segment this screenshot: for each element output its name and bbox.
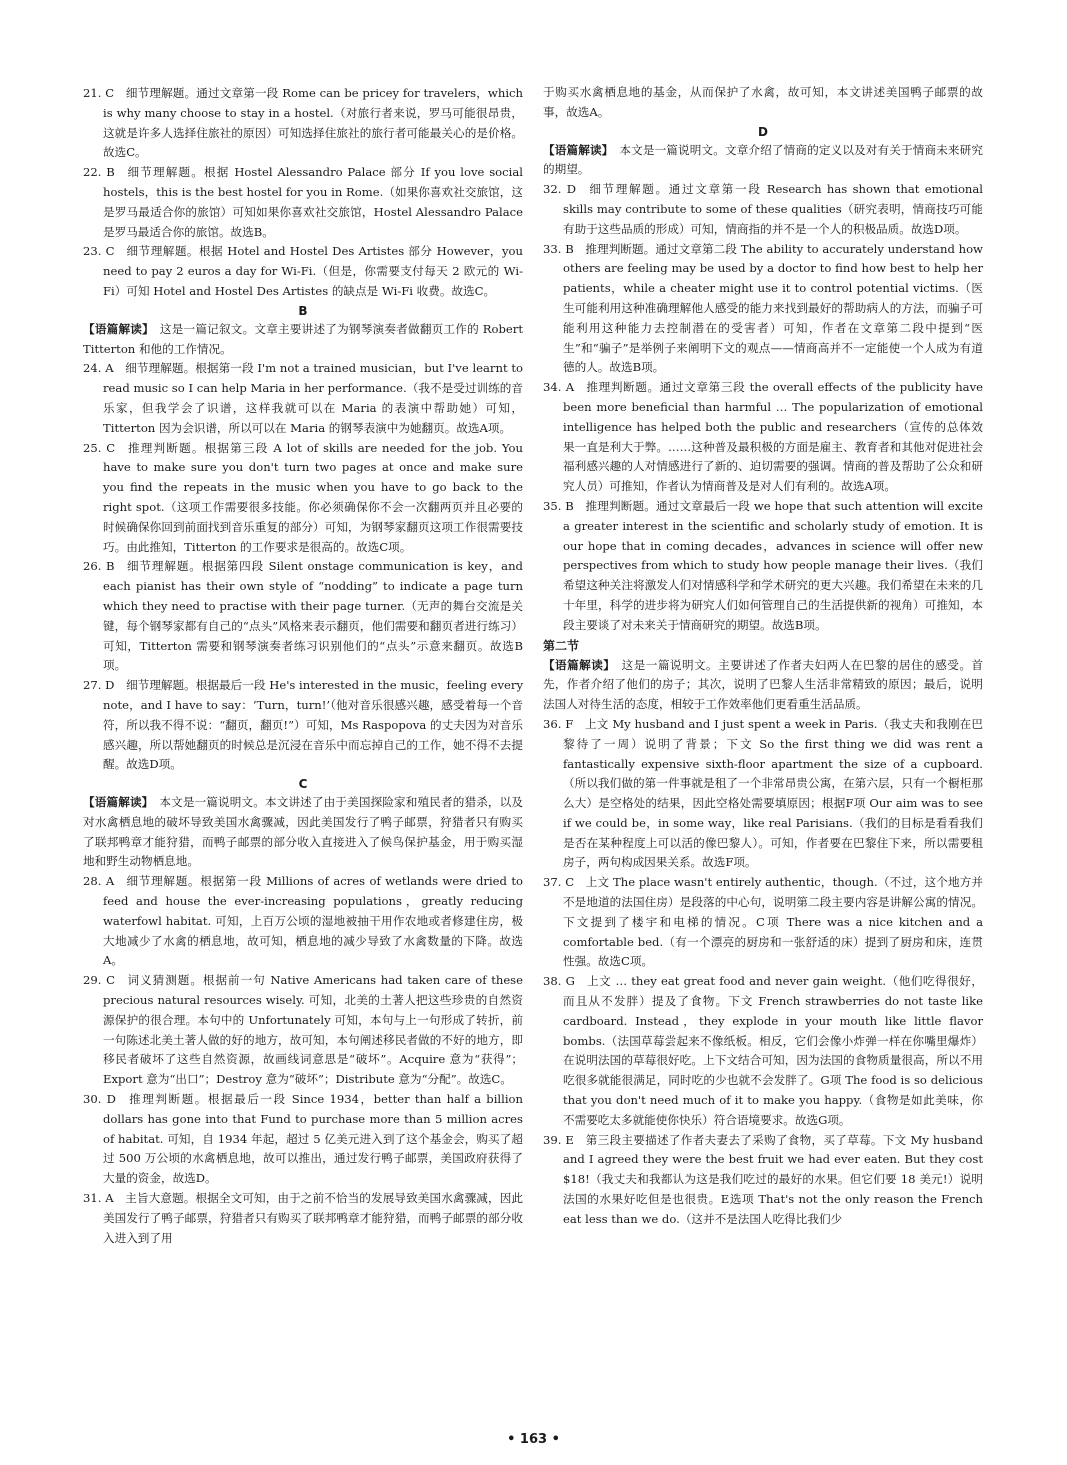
answer-explanation: 细节理解题。根据第一段 Millions of acres of wetlands were dried to feed and house the ever-increasing populations，greatly reducing waterfowl habitat. 可知，上百万公顷的湿地被抽干用作农地或者修建住房，极大地减少了水禽的栖息地，故可知，栖息地的减少导致了水禽数量的下降。故选A。 <box>103 874 523 968</box>
analysis-tag: 【语篇解读】 <box>543 657 616 672</box>
answer-item <box>83 242 523 301</box>
passage-analysis <box>543 656 983 715</box>
continued-text: 于购买水禽栖息地的基金，从而保护了水禽，故可知，本文讲述美国鸭子邮票的故事，故选A。 <box>543 85 983 119</box>
answer-item <box>543 378 983 497</box>
answer-number: 28. A <box>83 874 115 889</box>
answer-number: 29. C <box>83 973 115 988</box>
answer-number: 22. B <box>83 165 115 180</box>
answer-explanation: 细节理解题。根据最后一段 He's interested in the music，feeling every note，and I have to say：‘Turn，turn!’（他对音乐很感兴趣，感受着每一个音符，所以我不得不说：“翻页，翻页!”）可知，Ms Raspopova 的丈夫因为对音乐感兴趣，所以帮她翻页的时候总是沉浸在音乐中而忘掉自己的工作，她不得不去提醒。故选D项。 <box>103 678 523 772</box>
analysis-tag: 【语篇解读】 <box>83 795 154 810</box>
answer-explanation: 推理判断题。通过文章第二段 The ability to accurately understand how others are feeling may be used by a doctor to find how best to help her patients，while a cheater might use it to control potential victims.（医生可能利用这种准确理解他人感受的能力来找到最好的帮助病人的方法，而骗子可能利用这种能力去控制潜在的受害者）可知，作者在文章第二段中提到“医生”和“骗子”是举例子来阐明下文的观点——情商高并不一定能使一个人成为有道德的人。故选B项。 <box>563 241 983 375</box>
section-heading: 第二节 <box>543 638 580 653</box>
answer-explanation: 第三段主要描述了作者夫妻去了采购了食物，买了草莓。下文 My husband and I agreed they were the best fruit we had ever eaten. But they cost $18!（我丈夫和我都认为这是我们吃过的最好的水果。但它们要 18 美元!）说明法国的水果好吃但是也很贵。E选项 That's not the only reason the French eat less than we do.（这并不是法国人吃得比我们少 <box>563 1132 983 1226</box>
answer-number: 33. B <box>543 241 574 256</box>
answer-number: 25. C <box>83 440 116 455</box>
passage-analysis <box>83 320 523 360</box>
answer-item <box>543 873 983 972</box>
answer-number: 24. A <box>83 361 114 376</box>
answer-number: 37. C <box>543 875 575 890</box>
answer-item <box>83 359 523 438</box>
passage-analysis <box>543 141 983 181</box>
answer-number: 31. A <box>83 1191 114 1206</box>
passage-heading: B <box>298 303 308 318</box>
answer-explanation: 词义猜测题。根据前一句 Native Americans had taken care of these precious natural resources wisely. 可知，北美的土著人把这些珍贵的自然资源保护的很合理。本句中的 Unfortunately 可知，本句与上一句形成了转折，前一句陈述北美土著人做的好的地方，故可知，本句阐述移民者做的不好的地方，即移民者破坏了这些自然资源，故画线词意思是“破坏”。Acquire 意为“获得”；Export 意为“出口”；Destroy 意为“破坏”；Distribute 意为“分配”。故选C。 <box>103 973 523 1087</box>
page-number: • 163 • <box>507 1432 560 1447</box>
answer-item <box>543 1131 983 1230</box>
answer-number: 38. G <box>543 974 575 989</box>
answer-explanation: 主旨大意题。根据全文可知，由于之前不恰当的发展导致美国水禽骤减，因此美国发行了鸭子邮票，狩猎者只有购买了联邦鸭章才能狩猎，而鸭子邮票的部分收入进入到了用 <box>103 1191 523 1245</box>
answer-explanation: 推理判断题。通过文章第三段 the overall effects of the publicity have been more beneficial than harmful … The popularization of emotional intelligence has helped both the public and researchers（宣传的总体效果一直是利大于弊。……这种普及最积极的方面是雇主、教育者和其他对促进社会福利感兴趣的人对情感进行了新的、迫切需要的强调。情商的普及帮助了公众和研究人员）可推知，作者认为情商普及是对人们有利的。故选A项。 <box>563 380 984 494</box>
answer-number: 36. F <box>543 716 574 731</box>
answer-item <box>543 715 983 873</box>
answer-item <box>83 557 523 676</box>
answer-item <box>543 972 983 1130</box>
answer-explanation: 细节理解题。根据第四段 Silent onstage communication is key，and each pianist has their own style of “nodding” to indicate a page turn which they need to practise with their page turner.（无声的舞台交流是关键，每个钢琴家都有自己的“点头”风格来表示翻页，他们需要和翻页者进行练习）可知，Titterton 需要和钢琴演奏者练习识别他们的“点头”示意来翻页。故选B项。 <box>103 559 523 673</box>
answer-number: 27. D <box>83 678 115 693</box>
answer-item <box>543 240 983 379</box>
passage-analysis <box>83 793 523 872</box>
answer-item <box>83 84 523 163</box>
answer-explanation: 细节理解题。根据 Hostel Alessandro Palace 部分 If you love social hostels，this is the best hostel for you in Rome.（如果你喜欢社交旅馆，这是罗马最适合你的旅馆）可知如果你喜欢社交旅馆，Hostel Alessandro Palace 是罗马最适合你的旅馆。故选B。 <box>103 165 523 239</box>
answer-number: 35. B <box>543 498 574 513</box>
answer-number: 21. C <box>83 86 115 100</box>
answer-item <box>83 676 523 775</box>
left-column <box>83 84 523 1248</box>
answer-explanation: 推理判断题。根据最后一段 Since 1934，better than half a billion dollars has gone into that Fund to purchase more than 5 million acres of habitat. 可知，自 1934 年起，超过 5 亿美元进入到了这个基金会，购买了超过 500 万公顷的水禽栖息地，故可以推出，通过发行鸭子邮票，美国政府获得了大量的资金，故选D。 <box>103 1092 523 1186</box>
answer-number: 39. E <box>543 1132 574 1147</box>
analysis-text: 本文是一篇说明文。本文讲述了由于美国探险家和殖民者的猎杀，以及对水禽栖息地的破坏导致美国水禽骤减，因此美国发行了鸭子邮票，狩猎者只有购买了联邦鸭章才能狩猎，而鸭子邮票的部分收入直接进入了候鸟保护基金，用于购买湿地和野生动物栖息地。 <box>83 795 523 869</box>
answer-item <box>83 1189 523 1248</box>
answer-explanation: 推理判断题。通过文章最后一段 we hope that such attention will excite a greater interest in the scientific and scholarly study of emotion. It is our hope that in coming decades，advances in science will offer new perspectives from which to study how people manage their lives.（我们希望这种关注将激发人们对情感科学和学术研究的更大兴趣。我们希望在未来的几十年里，科学的进步将为研究人们如何管理自己的生活提供新的视角）可推知，本段主要谈了对未来关于情商研究的期望。故选B项。 <box>563 498 983 632</box>
answer-explanation: 推理判断题。根据第三段 A lot of skills are needed for the job. You have to make sure you don't turn two pages at once and make sure you find the repeats in the music when you have to go back to the right spot.（这项工作需要很多技能。你必须确保你不会一次翻两页并且必要的时候确保你回到前面找到音乐重复的部分）可知，为钢琴家翻页这项工作很需要技巧。由此推知，Titterton 的工作要求是很高的。故选C项。 <box>103 440 523 554</box>
analysis-tag: 【语篇解读】 <box>543 142 614 157</box>
answer-explanation: 细节理解题。根据 Hotel and Hostel Des Artistes 部分 However，you need to pay 2 euros a day for Wi-Fi.（但是，你需要支付每天 2 欧元的 Wi-Fi）可知 Hotel and Hostel Des Artistes 的缺点是 Wi-Fi 收费。故选C。 <box>103 244 523 298</box>
answer-number: 23. C <box>83 244 115 259</box>
analysis-text: 本文是一篇说明文。文章介绍了情商的定义以及对有关于情商未来研究的期望。 <box>543 142 983 177</box>
answer-item <box>543 497 983 636</box>
answer-item <box>83 971 523 1090</box>
answer-item <box>83 163 523 242</box>
right-column <box>543 83 983 1230</box>
answer-item <box>543 180 983 239</box>
answer-explanation: 细节理解题。根据第一段 I'm not a trained musician，but I've learnt to read music so I can help Maria in her performance.（我不是受过训练的音乐家，但我学会了识谱，这样我就可以在 Maria 的表演中帮助她）可知，Titterton 因为会识谱，所以可以在 Maria 的钢琴表演中为她翻页。故选A项。 <box>103 361 524 435</box>
answer-explanation: 上文 The place wasn't entirely authentic，though.（不过，这个地方并不是地道的法国住房）是段落的中心句，说明第二段主要内容是讲解公寓的情况。下文提到了楼宇和电梯的情况。C项 There was a nice kitchen and a comfortable bed.（有一个漂亮的厨房和一张舒适的床）提到了厨房和床，连贯性强。故选C项。 <box>563 875 983 969</box>
answer-explanation: 细节理解题。通过文章第一段 Rome can be pricey for travelers，which is why many choose to stay in a hostel.（对旅行者来说，罗马可能很昂贵，这就是许多人选择住旅社的原因）可知选择住旅社的旅行者可能最关心的是价格。故选C。 <box>103 86 523 160</box>
analysis-tag: 【语篇解读】 <box>83 321 154 336</box>
answer-item <box>83 872 523 971</box>
answer-number: 30. D <box>83 1092 116 1107</box>
passage-heading: C <box>298 777 308 792</box>
answer-explanation: 上文 My husband and I just spent a week in Paris.（我丈夫和我刚在巴黎待了一周）说明了背景；下文 So the first thing we did was rent a fantastically expensive sixth-floor apartment the size of a cupboard.（所以我们做的第一件事就是租了一个非常昂贵公寓，在第六层，只有一个橱柜那么大）是空格处的结果，因此空格处需要填原因；根据F项 Our aim was to see if we could be，in some way，like real Parisians.（我们的目标是看看我们是否在某种程度上可以活的像巴黎人）。可知，作者要在巴黎住下来，所以需要租房子，两句构成因果关系。故选F项。 <box>563 716 984 870</box>
answer-explanation: 细节理解题。通过文章第一段 Research has shown that emotional skills may contribute to some of these qualities（研究表明，情商技巧可能有助于这些品质的形成）可知，情商指的并不是一个人的积极品质。故选D项。 <box>563 182 984 236</box>
answer-number: 26. B <box>83 559 115 574</box>
answer-explanation: 上文 … they eat great food and never gain weight.（他们吃得很好，而且从不发胖）提及了食物。下文 French strawberries do not taste like cardboard. Instead，they explode in your mouth like little flavor bombs.（法国草莓尝起来不像纸板。相反，它们会像小炸弹一样在你嘴里爆炸）在说明法国的草莓很好吃。上下文结合可知，因为法国的食物质量很高，所以不用吃很多就能很满足，同时吃的少也就不会发胖了。G项 The food is so delicious that you don't need much of it to make you happy.（食物是如此美味，你不需要吃太多就能使你快乐）符合语境要求。故选G项。 <box>563 974 983 1127</box>
analysis-text: 这是一篇记叙文。文章主要讲述了为钢琴演奏者做翻页工作的 Robert Titterton 和他的工作情况。 <box>83 321 523 356</box>
answer-item <box>83 1090 523 1189</box>
analysis-text: 这是一篇说明文。主要讲述了作者夫妇两人在巴黎的居住的感受。首先，作者介绍了他们的房子；其次，说明了巴黎人生活非常精致的原因；最后，说明法国人对待生活的态度，相较于工作效率他们更看重生活品质。 <box>543 657 983 712</box>
passage-heading: D <box>758 124 768 139</box>
answer-number: 32. D <box>543 182 577 197</box>
answer-item <box>83 439 523 558</box>
answer-number: 34. A <box>543 380 575 395</box>
